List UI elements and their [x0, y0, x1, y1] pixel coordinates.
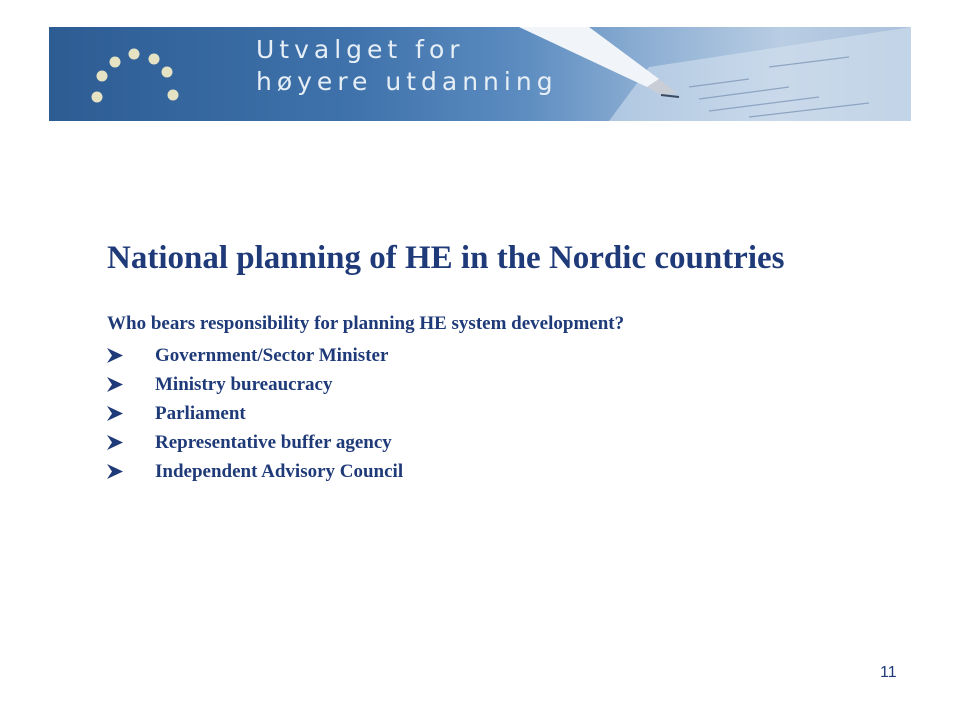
bullet-text: Ministry bureaucracy: [155, 374, 333, 395]
arrowhead-bullet-icon: [107, 406, 123, 421]
slide-heading: National planning of HE in the Nordic countries: [107, 240, 785, 276]
header-banner: [49, 27, 911, 121]
bullet-text: Government/Sector Minister: [155, 345, 389, 366]
arrowhead-bullet-icon: [107, 435, 123, 450]
slide-question: Who bears responsibility for planning HE system development?: [107, 313, 625, 334]
page-number: 11: [880, 664, 897, 681]
banner-title-line-1: Utvalget for: [256, 35, 465, 64]
banner-title-line-2: høyere utdanning: [256, 67, 558, 96]
arrowhead-bullet-icon: [107, 348, 123, 363]
bullet-text: Parliament: [155, 403, 246, 424]
banner-title: [256, 34, 558, 98]
bullet-text: Independent Advisory Council: [155, 461, 404, 482]
dots-arc-logo-icon: [92, 49, 179, 103]
arrowhead-bullet-icon: [107, 464, 123, 479]
pen-on-paper-icon: [519, 27, 911, 121]
bullet-text: Representative buffer agency: [155, 432, 392, 453]
arrowhead-bullet-icon: [107, 377, 123, 392]
